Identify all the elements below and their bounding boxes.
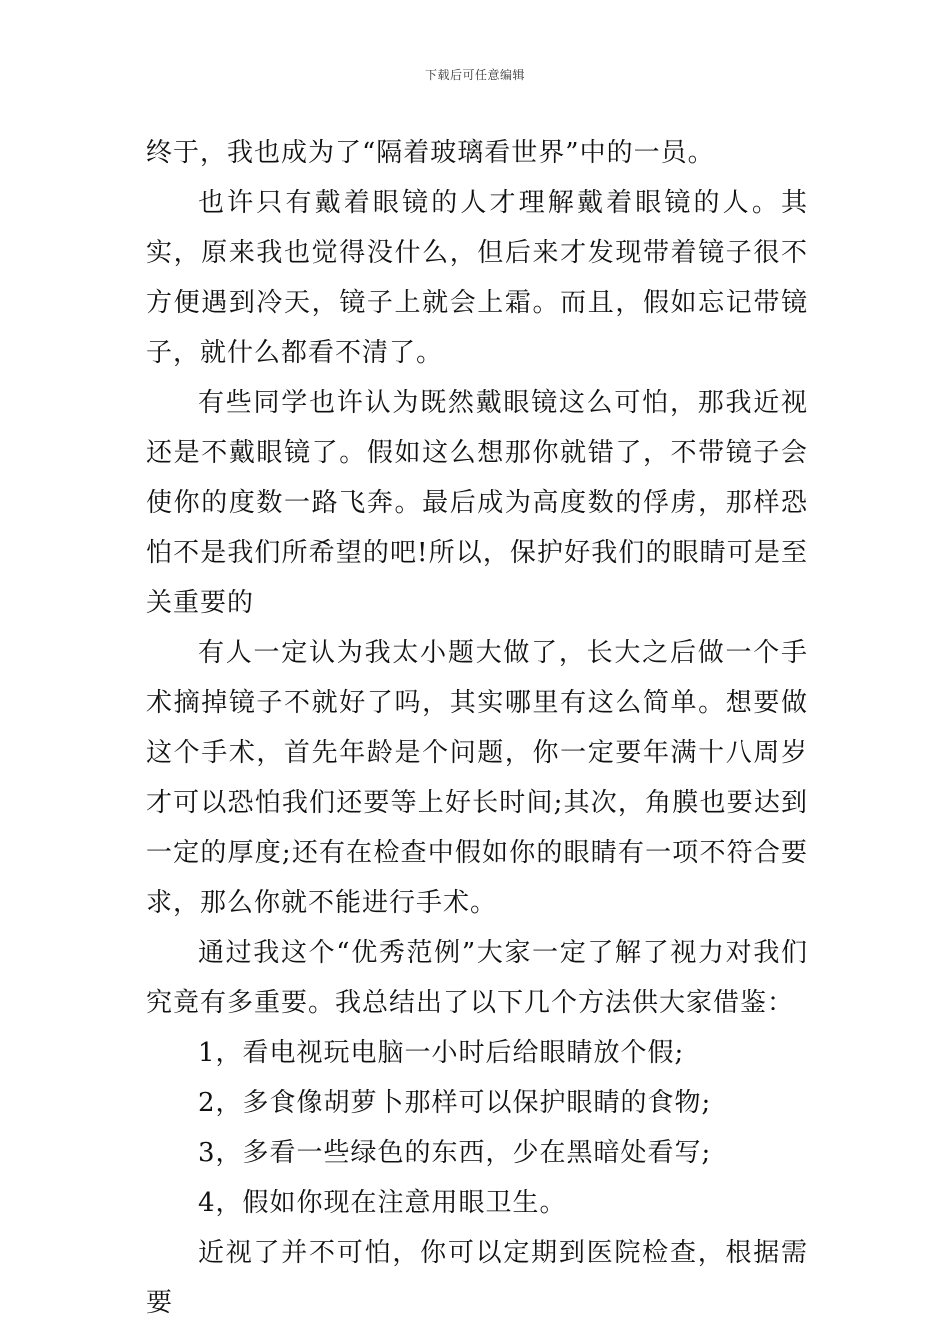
paragraph-conclusion: 近视了并不可怕，你可以定期到医院检查，根据需要 [146,1238,808,1318]
list-item-tip-1: 1，看电视玩电脑一小时后给眼睛放个假; [198,1038,685,1068]
paragraph-surgery: 有人一定认为我太小题大做了，长大之后做一个手术摘掉镜子不就好了吗，其实哪里有这么简单。想要做这个手术，首先年龄是个问题，你一定要年满十八周岁才可以恐怕我们还要等上好长时间;其次，角膜也要达到一定的厚度;还有在检查中假如你的眼睛有一项不符合要求，那么你就不能进行手术。 [146,638,808,918]
list-item-tip-2: 2，多食像胡萝卜那样可以保护眼睛的食物; [198,1088,712,1118]
document-body [146,128,808,1328]
list-item-tip-4: 4，假如你现在注意用眼卫生。 [198,1188,567,1218]
list-item-tip-3: 3，多看一些绿色的东西，少在黑暗处看写; [198,1138,712,1168]
page-header-note: 下载后可任意编辑 [424,68,525,82]
paragraph-not-wearing-glasses: 有些同学也许认为既然戴眼镜这么可怕，那我近视还是不戴眼镜了。假如这么想那你就错了，不带镜子会使你的度数一路飞奔。最后成为高度数的俘虏，那样恐怕不是我们所希望的吧!所以，保护好我们的眼睛可是至关重要的 [146,388,808,618]
paragraph-methods-intro: 通过我这个“优秀范例”大家一定了解了视力对我们究竟有多重要。我总结出了以下几个方法供大家借鉴： [146,938,808,1018]
paragraph-continuation: 终于，我也成为了“隔着玻璃看世界”中的一员。 [146,138,715,168]
paragraph-glasses-understanding: 也许只有戴着眼镜的人才理解戴着眼镜的人。其实，原来我也觉得没什么，但后来才发现带着镜子很不方便遇到冷天，镜子上就会上霜。而且，假如忘记带镜子，就什么都看不清了。 [146,188,808,368]
